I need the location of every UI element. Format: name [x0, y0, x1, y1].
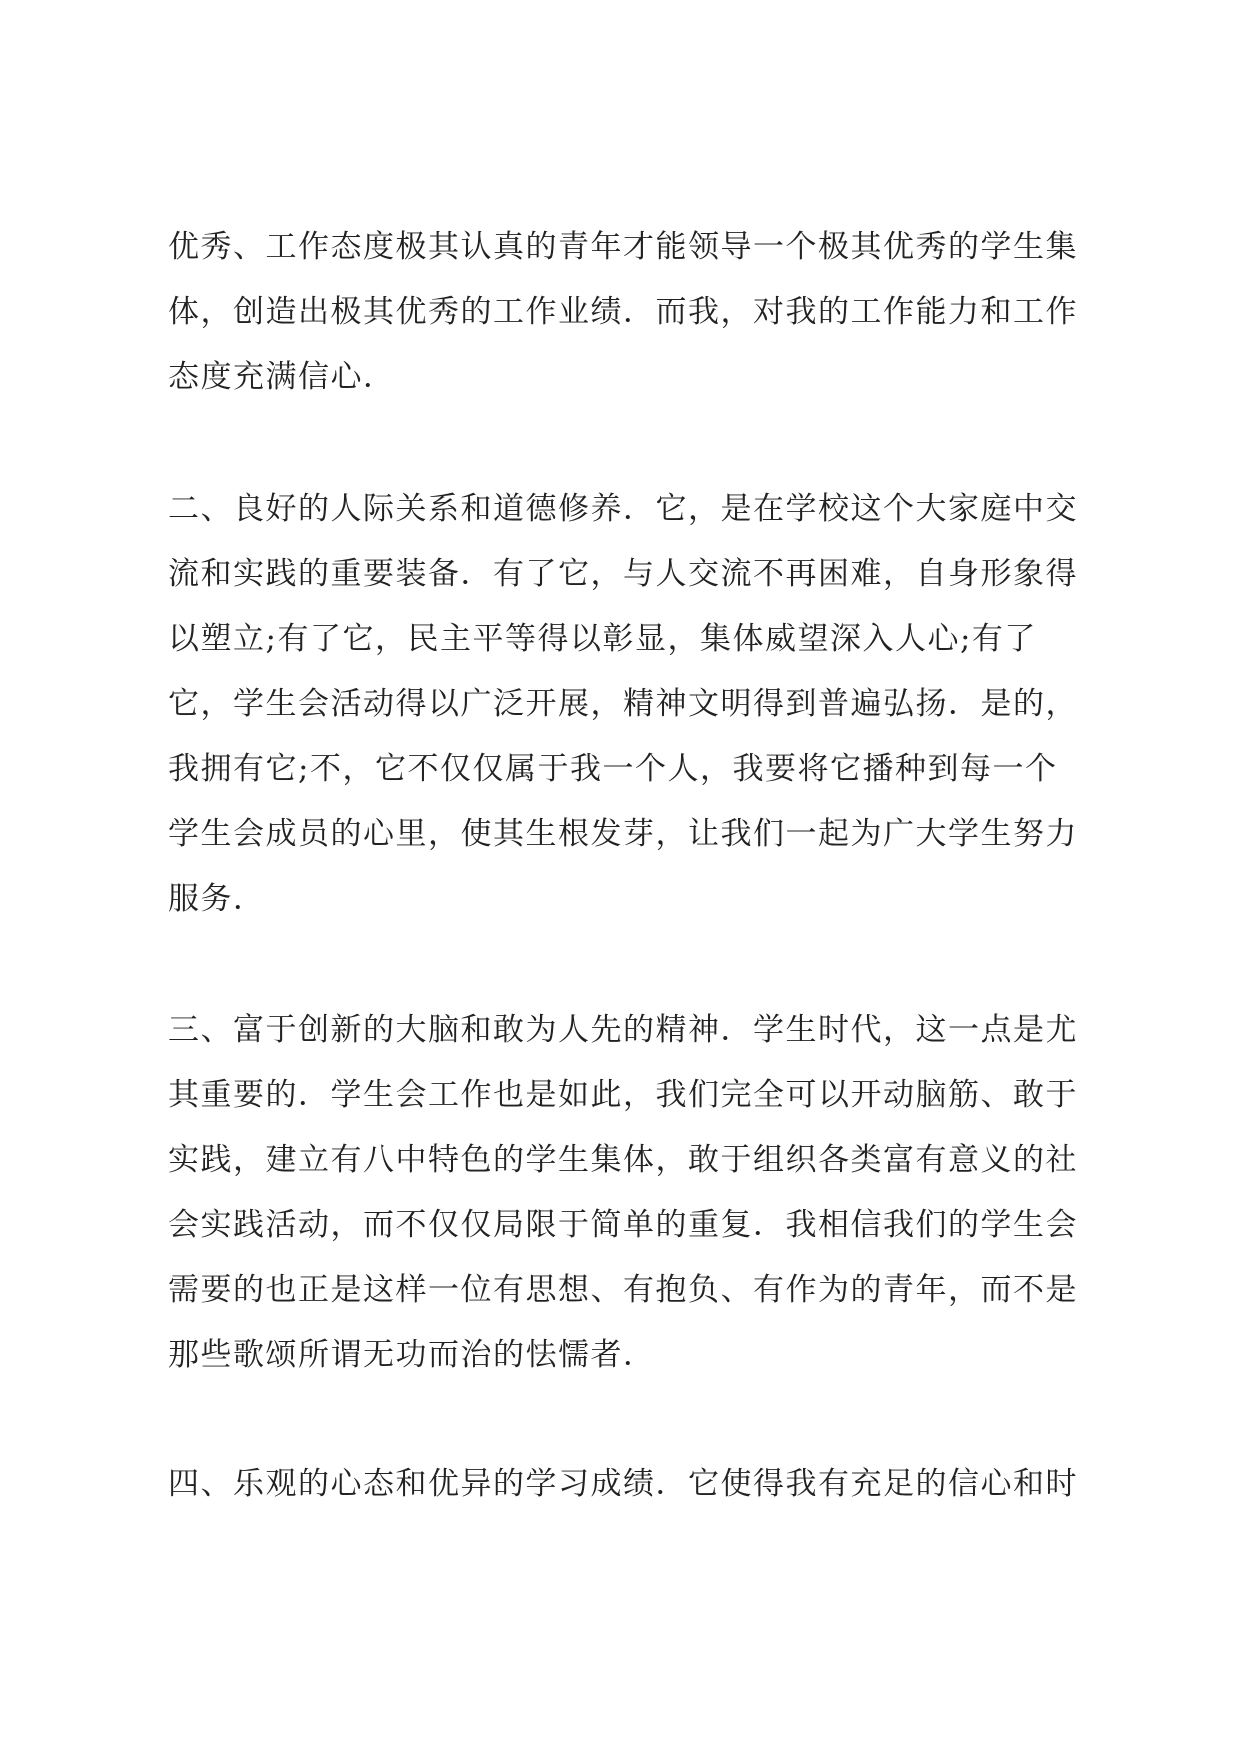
text-line: 学生会成员的心里，使其生根发芽，让我们一起为广大学生努力: [168, 816, 1078, 852]
text-line: 四、乐观的心态和优异的学习成绩．它使得我有充足的信心和时: [168, 1466, 1078, 1502]
text-line: 服务．: [168, 881, 266, 917]
paragraph-interpersonal: [168, 489, 1088, 919]
text-line: 以塑立;有了它，民主平等得以彰显，集体威望深入人心;有了: [168, 621, 1037, 657]
text-line: 体，创造出极其优秀的工作业绩．而我，对我的工作能力和工作: [168, 294, 1078, 330]
text-line: 需要的也正是这样一位有思想、有抱负、有作为的青年，而不是: [168, 1272, 1078, 1308]
paragraph-innovation: [168, 1010, 1088, 1375]
text-line: 优秀、工作态度极其认真的青年才能领导一个极其优秀的学生集: [168, 229, 1078, 265]
text-line: 二、良好的人际关系和道德修养．它，是在学校这个大家庭中交: [168, 491, 1078, 527]
paragraph-work-ability: [168, 227, 1088, 397]
text-line: 三、富于创新的大脑和敢为人先的精神．学生时代，这一点是尤: [168, 1012, 1078, 1048]
paragraph-optimism: [168, 1464, 1088, 1504]
text-line: 会实践活动，而不仅仅局限于简单的重复．我相信我们的学生会: [168, 1207, 1078, 1243]
text-line: 流和实践的重要装备．有了它，与人交流不再困难，自身形象得: [168, 556, 1078, 592]
text-line: 那些歌颂所谓无功而治的怯懦者．: [168, 1337, 656, 1373]
text-line: 其重要的．学生会工作也是如此，我们完全可以开动脑筋、敢于: [168, 1077, 1078, 1113]
text-line: 它，学生会活动得以广泛开展，精神文明得到普遍弘扬．是的，: [168, 686, 1078, 722]
text-line: 实践，建立有八中特色的学生集体，敢于组织各类富有意义的社: [168, 1142, 1078, 1178]
text-line: 态度充满信心．: [168, 359, 396, 395]
text-line: 我拥有它;不，它不仅仅属于我一个人，我要将它播种到每一个: [168, 751, 1058, 787]
